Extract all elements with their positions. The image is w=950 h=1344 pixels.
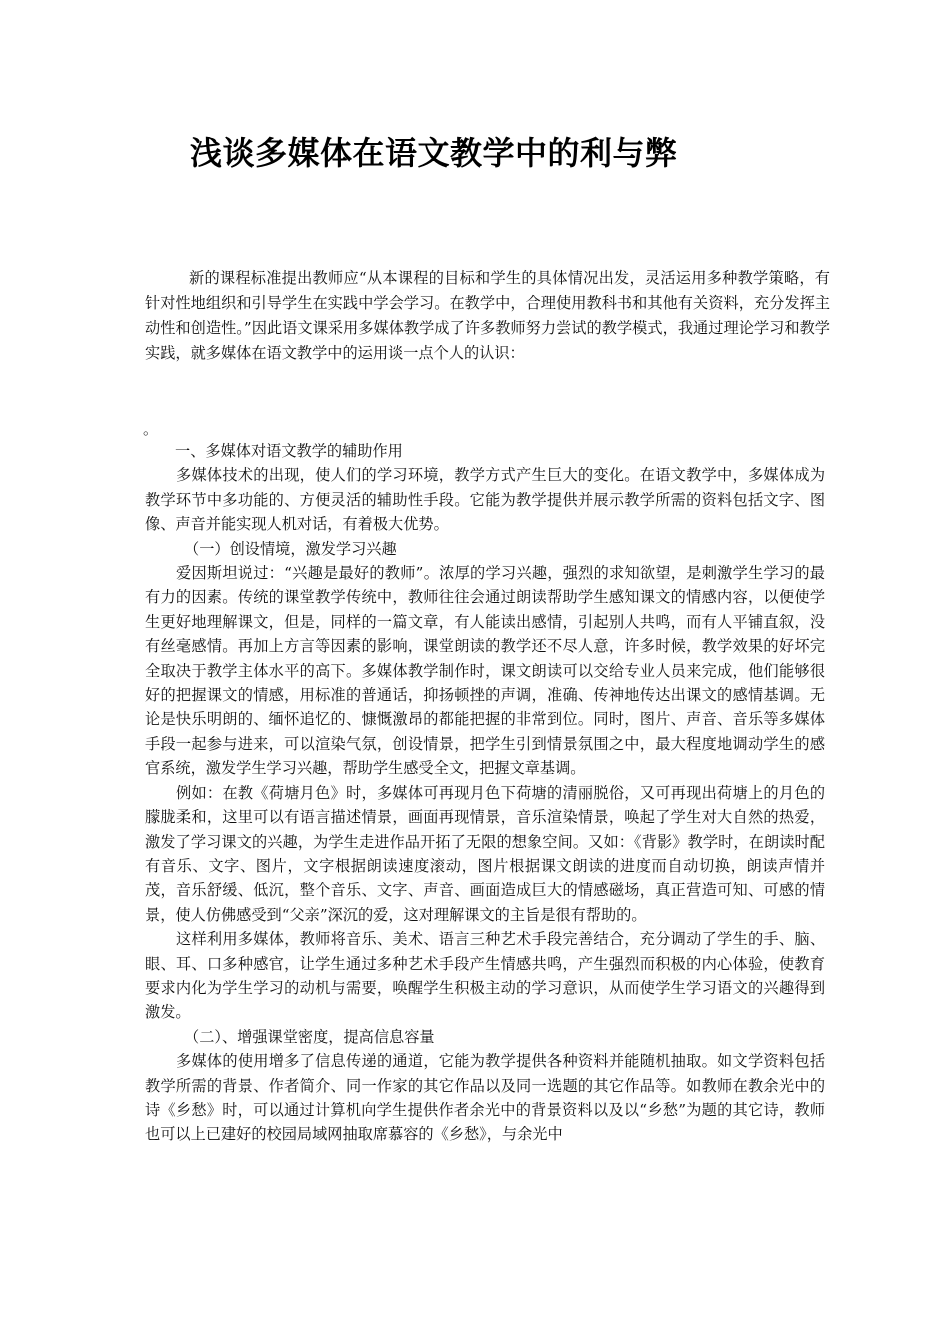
body-paragraph: 这样利用多媒体，教师将音乐、美术、语言三种艺术手段完善结合，充分调动了学生的手、脑、眼、耳、口多种感官，让学生通过多种艺术手段产生情感共鸣，产生强烈而积极的内心体验，使教育要求内化为学生学习的动机与需要，唤醒学生积极主动的学习意识，从而使学生学习语文的兴趣得到激发。 — [145, 930, 825, 1022]
section-heading: 一、多媒体对语文教学的辅助作用 — [175, 442, 403, 460]
body-paragraph: 爱因斯坦说过：“兴趣是最好的教师”。浓厚的学习兴趣，强烈的求知欲望，是刺激学生学习的最有力的因素。传统的课堂教学传统中，教师往往会通过朗读帮助学生感知课文的情感内容，以便使学生更好地理解课文，但是，同样的一篇文章，有人能读出感情，引起别人共鸣，而有人平铺直叙，没有丝毫感情。再加上方言等因素的影响，课堂朗读的教学还不尽人意，许多时候，教学效果的好坏完全取决于教学主体水平的高下。多媒体教学制作时，课文朗读可以交给专业人员来完成，他们能够很好的把握课文的情感，用标准的普通话，抑扬顿挫的声调，准确、传神地传达出课文的感情基调。无论是快乐明朗的、缅怀追忆的、慷慨激昂的都能把握的非常到位。同时，图片、声音、音乐等多媒体手段一起参与进来，可以渲染气氛，创设情景，把学生引到情景氛围之中，最大程度地调动学生的感官系统，激发学生学习兴趣，帮助学生感受全文，把握文章基调。 — [145, 564, 825, 778]
subsection-heading: （二）、增强课堂密度，提高信息容量 — [184, 1027, 435, 1046]
stray-punctuation: 。 — [143, 420, 159, 438]
body-paragraph: 多媒体技术的出现，使人们的学习环境，教学方式产生巨大的变化。在语文教学中，多媒体成为教学环节中多功能的、方便灵活的辅助性手段。它能为教学提供并展示教学所需的资料包括文字、图像、声音并能实现人机对话，有着极大优势。 — [145, 466, 825, 534]
document-body — [145, 439, 825, 1147]
body-paragraph: 多媒体的使用增多了信息传递的通道，它能为教学提供各种资料并能随机抽取。如文学资料包括教学所需的背景、作者简介、同一作家的其它作品以及同一选题的其它作品等。如教师在教余光中的诗《乡愁》时，可以通过计算机向学生提供作者余光中的背景资料以及以“乡愁”为题的其它诗，教师也可以上已建好的校园局域网抽取席慕容的《乡愁》，与余光中 — [145, 1052, 825, 1144]
body-paragraph: 例如：在教《荷塘月色》时，多媒体可再现月色下荷塘的清丽脱俗，又可再现出荷塘上的月色的朦胧柔和，这里可以有语言描述情景，画面再现情景，音乐渲染情景，唤起了学生对大自然的热爱，激发了学习课文的兴趣，为学生走进作品开拓了无限的想象空间。又如：《背影》教学时，在朗读时配有音乐、文字、图片，文字根据朗读速度滚动，图片根据课文朗读的进度而自动切换，朗读声情并茂，音乐舒缓、低沉，整个音乐、文字、声音、画面造成巨大的情感磁场，真正营造可知、可感的情景，使人仿佛感受到“父亲”深沉的爱，这对理解课文的主旨是很有帮助的。 — [145, 783, 825, 924]
intro-paragraph: 新的课程标准提出教师应“从本课程的目标和学生的具体情况出发，灵活运用多种教学策略，有针对性地组织和引导学生在实践中学会学习。在教学中，合理使用教科书和其他有关资料，充分发挥主动性和创造性。”因此语文课采用多媒体教学成了许多教师努力尝试的教学模式，我通过理论学习和教学实践，就多媒体在语文教学中的运用谈一点个人的认识： — [145, 269, 830, 362]
document-title: 浅谈多媒体在语文教学中的利与弊 — [190, 134, 678, 172]
subsection-heading: （一）创设情境，激发学习兴趣 — [184, 539, 397, 558]
